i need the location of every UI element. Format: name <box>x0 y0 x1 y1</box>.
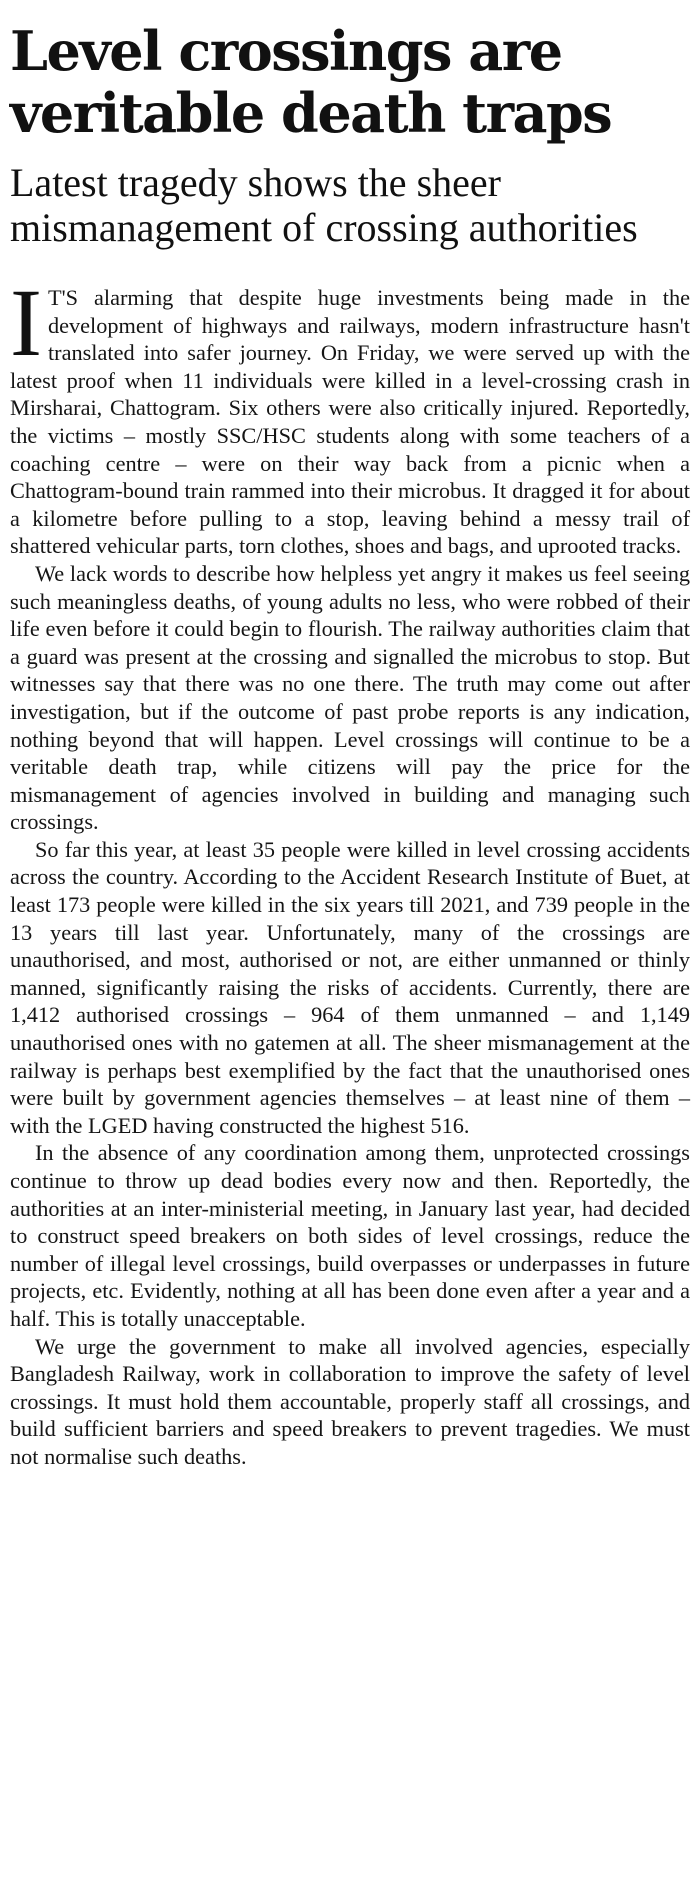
headline: Level crossings are veritable death traps <box>10 19 612 145</box>
paragraph-1-text: T'S alarming that despite huge investments being made in the development of highways and railways, modern infrastructure hasn't translated into safer journey. On Friday, we were served up with the latest proof when 11 individuals were killed in a level-crossing crash in Mirsharai, Chattogram. Six others were also critically injured. Reportedly, the victims – mostly SSC/HSC students along with some teachers of a coaching centre – were on their way back from a picnic when a Chattogram-bound train rammed into their microbus. It dragged it for about a kilometre before pulling to a stop, leaving behind a messy trail of shattered vehicular parts, torn clothes, shoes and bags, and uprooted tracks. <box>10 285 690 559</box>
subheadline: Latest tragedy shows the sheer mismanagement of crossing authorities <box>10 160 638 250</box>
paragraph-3: So far this year, at least 35 people were killed in level crossing accidents across the country. According to the Accident Research Institute of Buet, at least 173 people were killed in the six years till 2021, and 739 people in the 13 years till last year. Unfortunately, many of the crossings are unauthorised, and most, authorised or not, are either unmanned or thinly manned, significantly raising the risks of accidents. Currently, there are 1,412 authorised crossings – 964 of them unmanned – and 1,149 unauthorised ones with no gatemen at all. The sheer mismanagement at the railway is perhaps best exemplified by the fact that the unauthorised ones were built by government agencies themselves – at least nine of them – with the LGED having constructed the highest 516. <box>10 836 690 1138</box>
paragraph-4: In the absence of any coordination among them, unprotected crossings continue to throw up dead bodies every now and then. Reportedly, the authorities at an inter-ministerial meeting, in January last year, had decided to construct speed breakers on both sides of level crossings, reduce the number of illegal level crossings, build overpasses or underpasses in future projects, etc. Evidently, nothing at all has been done even after a year and a half. This is totally unacceptable. <box>10 1140 690 1331</box>
paragraph-2: We lack words to describe how helpless yet angry it makes us feel seeing such meaningless deaths, of young adults no less, who were robbed of their life even before it could begin to flourish. The railway authorities claim that a guard was present at the crossing and signalled the microbus to stop. But witnesses say that there was no one there. The truth may come out after investigation, but if the outcome of past probe reports is any indication, nothing beyond that will happen. Level crossings will continue to be a veritable death trap, while citizens will pay the price for the mismanagement of agencies involved in building and managing such crossings. <box>10 560 690 835</box>
drop-cap: I <box>10 269 42 376</box>
article-body <box>10 269 690 1471</box>
paragraph-5: We urge the government to make all involved agencies, especially Bangladesh Railway, work in collaboration to improve the safety of level crossings. It must hold them accountable, properly staff all crossings, and build sufficient barriers and speed breakers to prevent tragedies. We must not normalise such deaths. <box>10 1333 690 1469</box>
paragraph-1 <box>10 269 690 560</box>
